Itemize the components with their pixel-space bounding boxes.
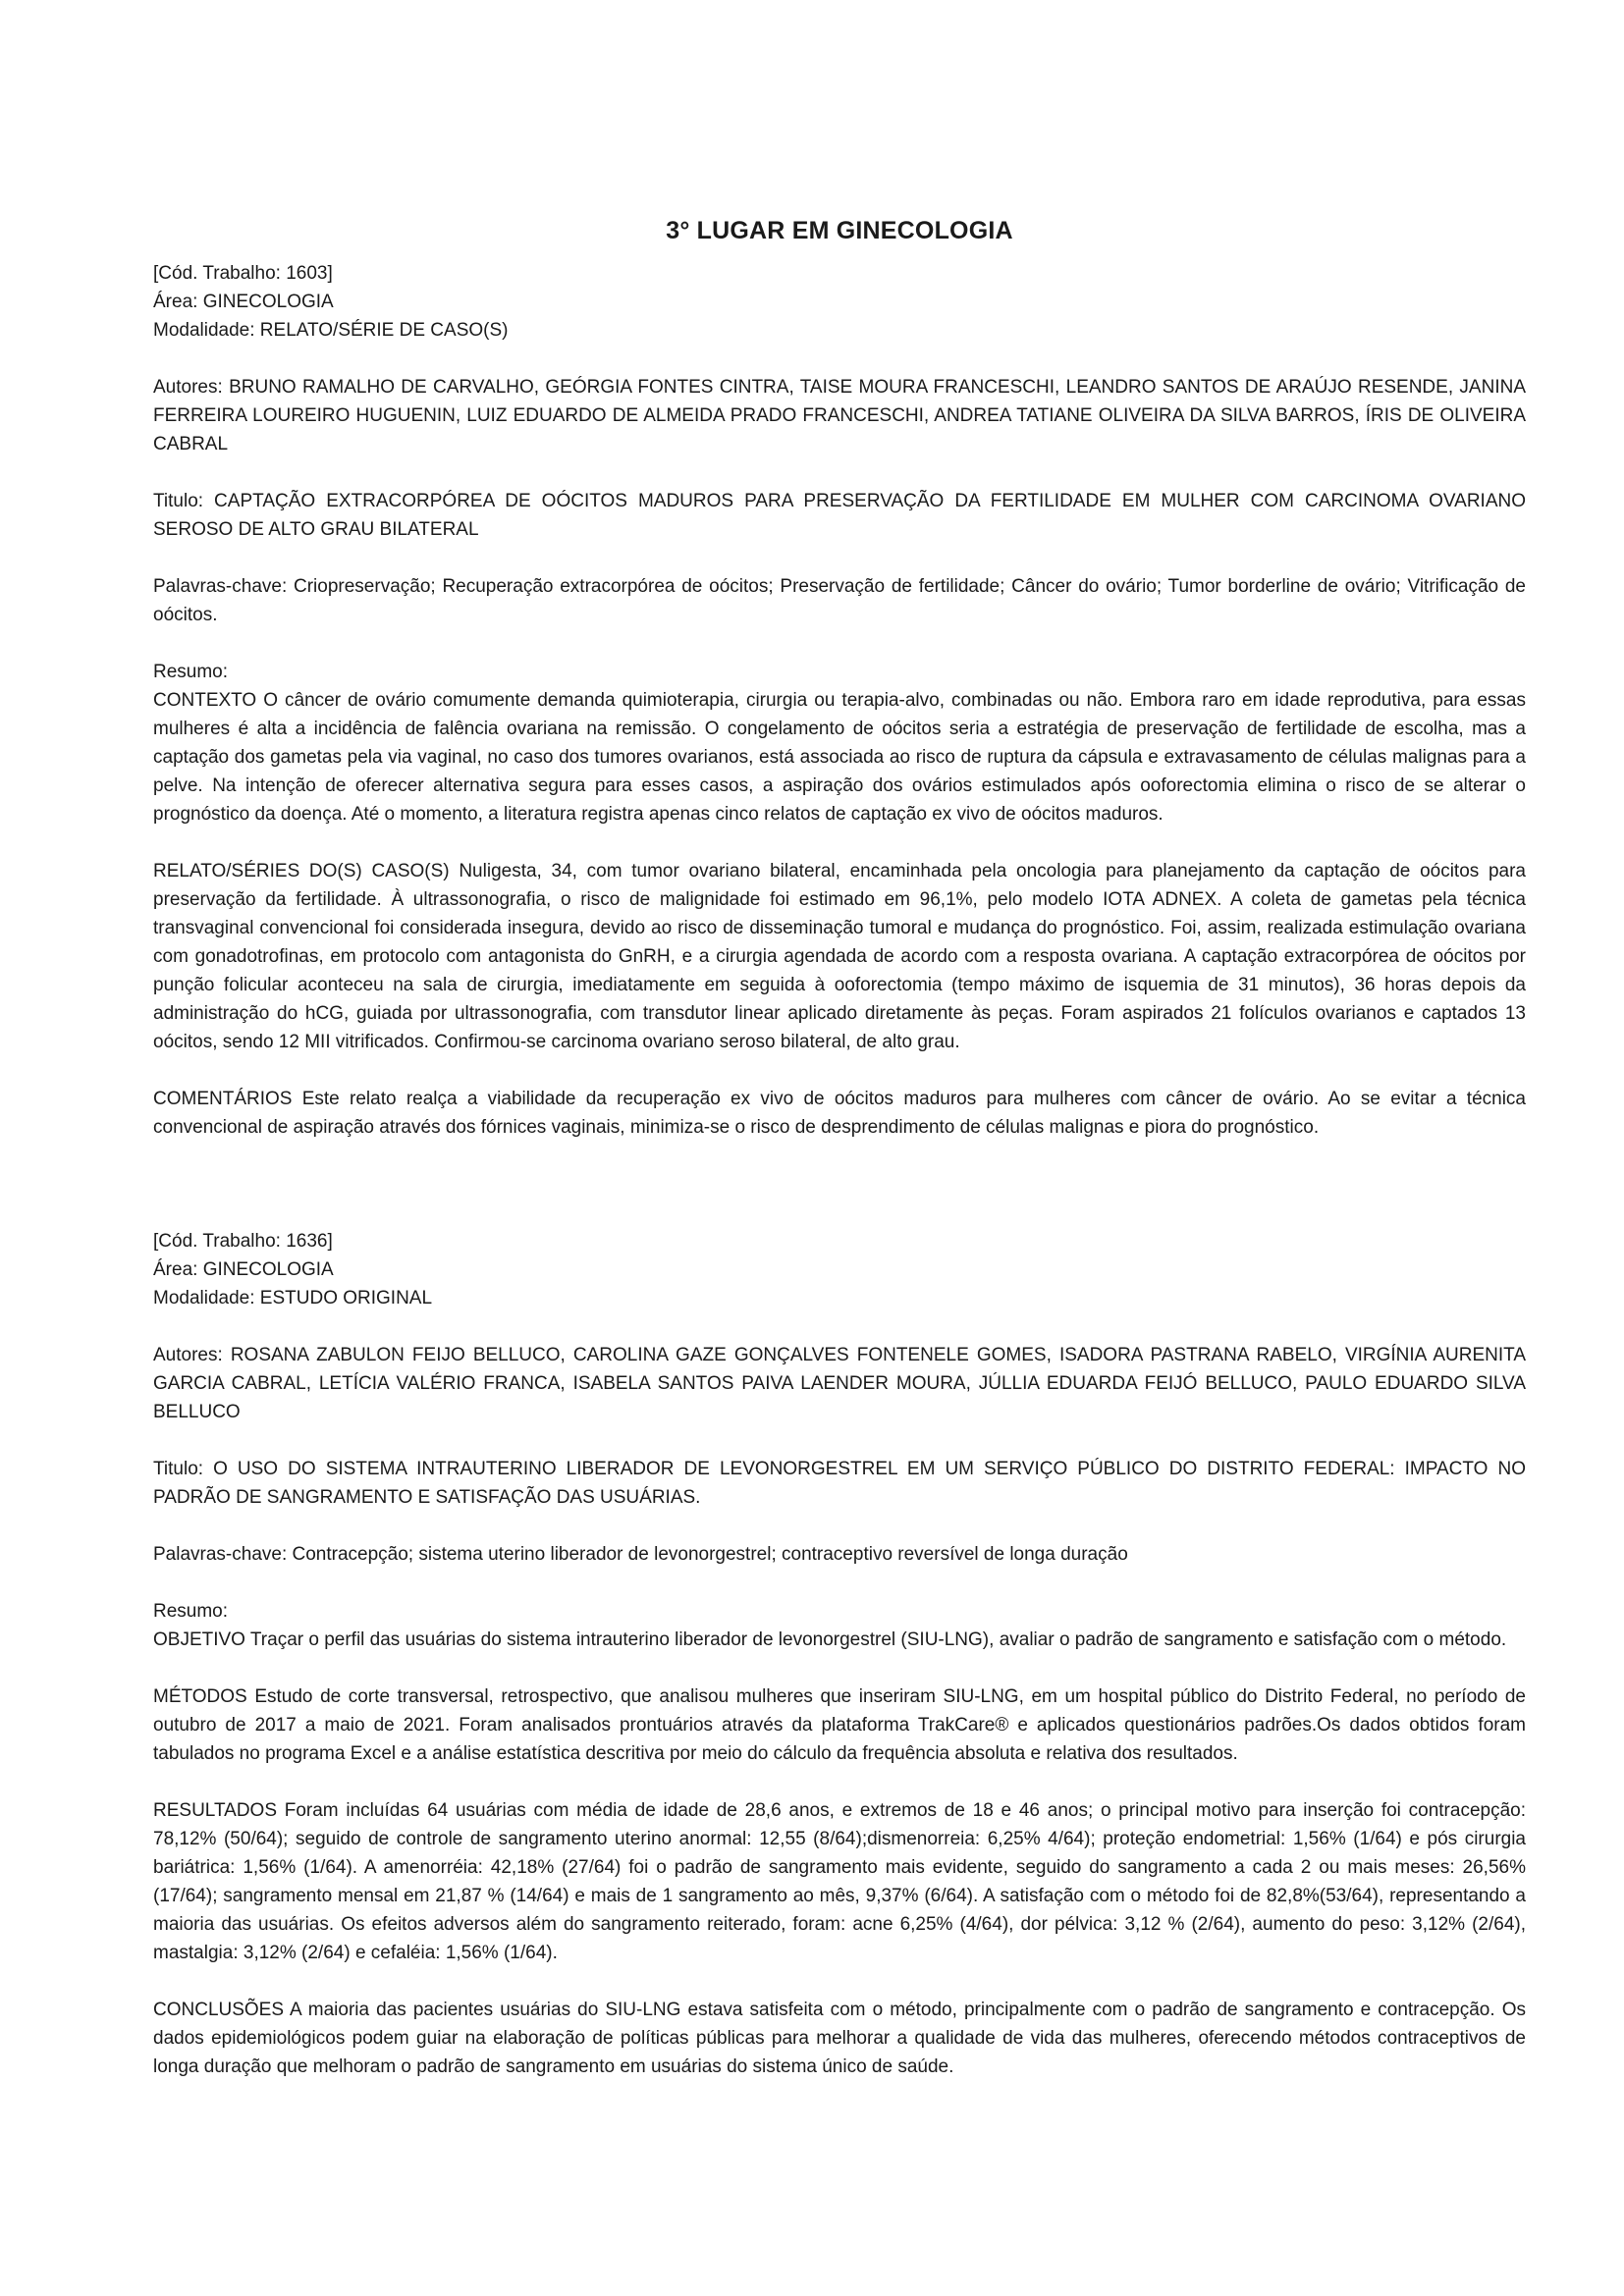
- work-area: Área: GINECOLOGIA: [153, 292, 334, 312]
- section-comentarios: COMENTÁRIOS Este relato realça a viabilidade da recuperação ex vivo de oócitos maduros para mulheres com câncer de ovário. Ao se evitar a técnica convencional de aspiração através dos fórnices vaginais, minimiza-se o risco de desprendimento de células malignas e piora do prognóstico.: [153, 1089, 1526, 1138]
- work-title: Titulo: O USO DO SISTEMA INTRAUTERINO LIBERADOR DE LEVONORGESTREL EM UM SERVIÇO PÚBLICO DO DISTRITO FEDERAL: IMPACTO NO PADRÃO DE SANGRAMENTO E SATISFAÇÃO DAS USUÁRIAS.: [153, 1459, 1526, 1508]
- work-1636: [153, 1227, 1526, 2081]
- work-title: Titulo: CAPTAÇÃO EXTRACORPÓREA DE OÓCITOS MADUROS PARA PRESERVAÇÃO DA FERTILIDADE EM MULHER COM CARCINOMA OVARIANO SEROSO DE ALTO GRAU BILATERAL: [153, 491, 1526, 540]
- page-heading: 3° LUGAR EM GINECOLOGIA: [666, 217, 1013, 244]
- summary-label: Resumo:: [153, 1601, 229, 1622]
- document-page: [153, 214, 1526, 2081]
- work-1603: [153, 259, 1526, 1142]
- section-conclusoes: CONCLUSÕES A maioria das pacientes usuárias do SIU-LNG estava satisfeita com o método, principalmente com o padrão de sangramento e contracepção. Os dados epidemiológicos podem guiar na elaboração de políticas públicas para melhorar a qualidade de vida das mulheres, oferecendo métodos contraceptivos de longa duração que melhoram o padrão de sangramento em usuárias do sistema único de saúde.: [153, 2000, 1526, 2077]
- work-keywords: Palavras-chave: Contracepção; sistema uterino liberador de levonorgestrel; contraceptivo reversível de longa duração: [153, 1544, 1128, 1565]
- work-area: Área: GINECOLOGIA: [153, 1259, 334, 1280]
- section-contexto: CONTEXTO O câncer de ovário comumente demanda quimioterapia, cirurgia ou terapia-alvo, combinadas ou não. Embora raro em idade reprodutiva, para essas mulheres é alta a incidência de falência ovariana na remissão. O congelamento de oócitos seria a estratégia de preservação de fertilidade de escolha, mas a captação dos gametas pela via vaginal, no caso dos tumores ovarianos, está associada ao risco de ruptura da cápsula e extravasamento de células malignas para a pelve. Na intenção de oferecer alternativa segura para esses casos, a aspiração dos ovários estimulados após ooforectomia elimina o risco de se alterar o prognóstico da doença. Até o momento, a literatura registra apenas cinco relatos de captação ex vivo de oócitos maduros.: [153, 690, 1526, 825]
- summary-label: Resumo:: [153, 662, 229, 682]
- section-relato: RELATO/SÉRIES DO(S) CASO(S) Nuligesta, 34, com tumor ovariano bilateral, encaminhada pela oncologia para planejamento da captação de oócitos para preservação da fertilidade. À ultrassonografia, o risco de malignidade foi estimado em 96,1%, pelo modelo IOTA ADNEX. A coleta de gametas pela técnica transvaginal convencional foi considerada insegura, devido ao risco de disseminação tumoral e mudança do prognóstico. Foi, assim, realizada estimulação ovariana com gonadotrofinas, em protocolo com antagonista do GnRH, e a cirurgia agendada de acordo com a resposta ovariana. A captação extracorpórea de oócitos por punção folicular aconteceu na sala de cirurgia, imediatamente em seguida à ooforectomia (tempo máximo de isquemia de 31 minutos), 36 horas depois da administração do hCG, guiada por ultrassonografia, com transdutor linear aplicado diretamente às peças. Foram aspirados 21 folículos ovarianos e captados 13 oócitos, sendo 12 MII vitrificados. Confirmou-se carcinoma ovariano seroso bilateral, de alto grau.: [153, 861, 1526, 1052]
- work-code: [Cód. Trabalho: 1603]: [153, 263, 333, 284]
- work-modality: Modalidade: RELATO/SÉRIE DE CASO(S): [153, 320, 509, 341]
- section-metodos: MÉTODOS Estudo de corte transversal, retrospectivo, que analisou mulheres que inseriram SIU-LNG, em um hospital público do Distrito Federal, no período de outubro de 2017 a maio de 2021. Foram analisados prontuários através da plataforma TrakCare® e aplicados questionários padrões.Os dados obtidos foram tabulados no programa Excel e a análise estatística descritiva por meio do cálculo da frequência absoluta e relativa dos resultados.: [153, 1686, 1526, 1764]
- section-resultados: RESULTADOS Foram incluídas 64 usuárias com média de idade de 28,6 anos, e extremos de 18 e 46 anos; o principal motivo para inserção foi contracepção: 78,12% (50/64); seguido de controle de sangramento uterino anormal: 12,55 (8/64);dismenorreia: 6,25% 4/64); proteção endometrial: 1,56% (1/64) e pós cirurgia bariátrica: 1,56% (1/64). A amenorréia: 42,18% (27/64) foi o padrão de sangramento mais evidente, seguido do sangramento a cada 2 ou mais meses: 26,56% (17/64); sangramento mensal em 21,87 % (14/64) e mais de 1 sangramento ao mês, 9,37% (6/64). A satisfação com o método foi de 82,8%(53/64), representando a maioria das usuárias. Os efeitos adversos além do sangramento reiterado, foram: acne 6,25% (4/64), dor pélvica: 3,12 % (2/64), aumento do peso: 3,12% (2/64), mastalgia: 3,12% (2/64) e cefaléia: 1,56% (1/64).: [153, 1800, 1526, 1963]
- work-authors: Autores: ROSANA ZABULON FEIJO BELLUCO, CAROLINA GAZE GONÇALVES FONTENELE GOMES, ISADORA PASTRANA RABELO, VIRGÍNIA AURENITA GARCIA CABRAL, LETÍCIA VALÉRIO FRANCA, ISABELA SANTOS PAIVA LAENDER MOURA, JÚLLIA EDUARDA FEIJÓ BELLUCO, PAULO EDUARDO SILVA BELLUCO: [153, 1345, 1526, 1422]
- work-code: [Cód. Trabalho: 1636]: [153, 1231, 333, 1252]
- section-objetivo: OBJETIVO Traçar o perfil das usuárias do sistema intrauterino liberador de levonorgestrel (SIU-LNG), avaliar o padrão de sangramento e satisfação com o método.: [153, 1629, 1507, 1650]
- work-keywords: Palavras-chave: Criopreservação; Recuperação extracorpórea de oócitos; Preservação de fertilidade; Câncer do ovário; Tumor borderline de ovário; Vitrificação de oócitos.: [153, 576, 1526, 625]
- work-authors: Autores: BRUNO RAMALHO DE CARVALHO, GEÓRGIA FONTES CINTRA, TAISE MOURA FRANCESCHI, LEANDRO SANTOS DE ARAÚJO RESENDE, JANINA FERREIRA LOUREIRO HUGUENIN, LUIZ EDUARDO DE ALMEIDA PRADO FRANCESCHI, ANDREA TATIANE OLIVEIRA DA SILVA BARROS, ÍRIS DE OLIVEIRA CABRAL: [153, 377, 1526, 454]
- work-modality: Modalidade: ESTUDO ORIGINAL: [153, 1288, 433, 1308]
